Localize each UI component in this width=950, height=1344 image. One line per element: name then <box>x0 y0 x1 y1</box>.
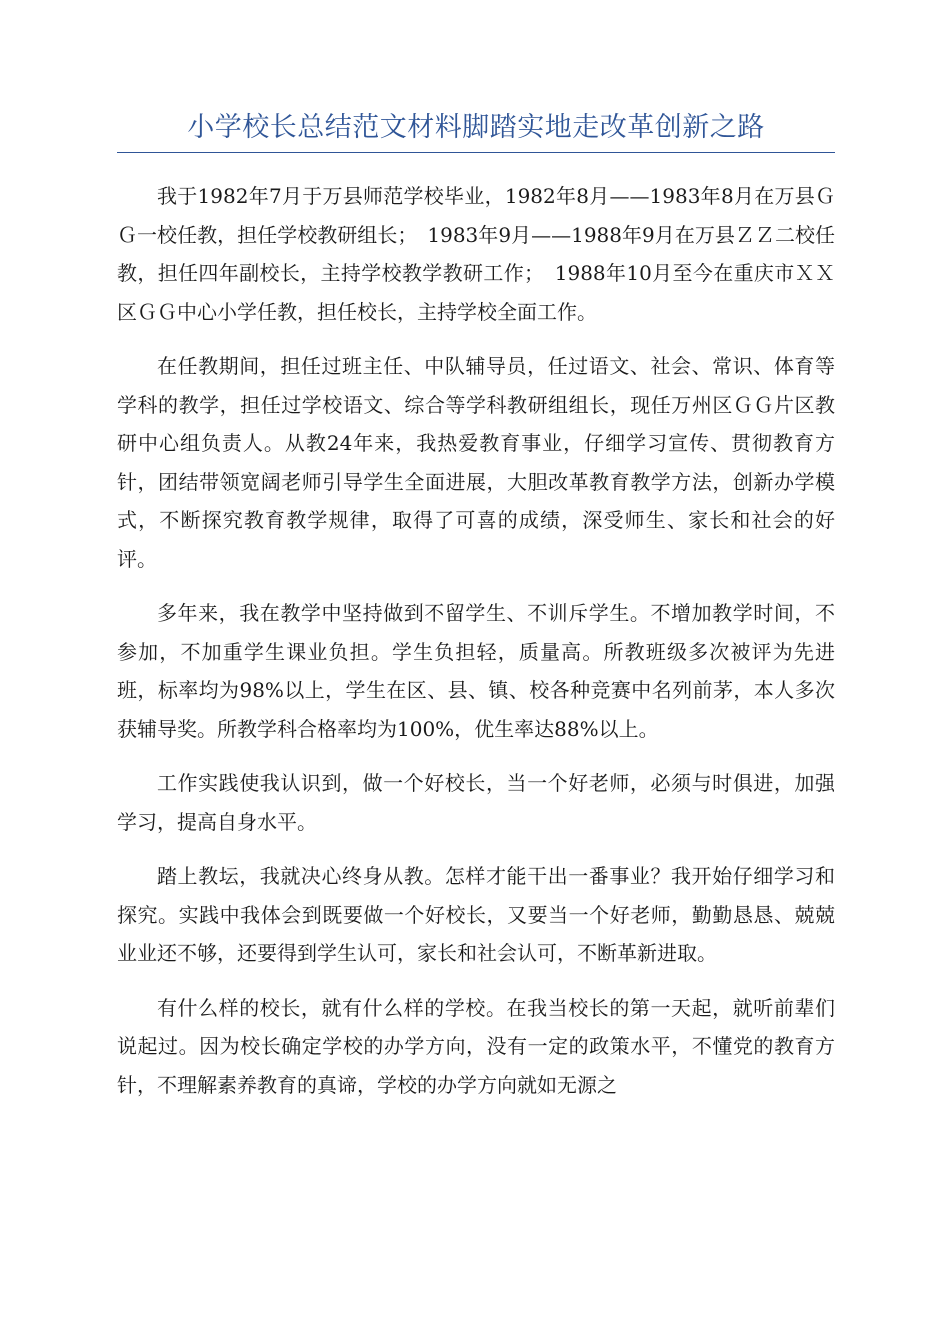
paragraph: 在任教期间，担任过班主任、中队辅导员，任过语文、社会、常识、体育等学科的教学，担任过学校语文、综合等学科教研组组长，现任万州区ＧＧ片区教研中心组负责人。从教24年来，我热爱教育事业，仔细学习宣传、贯彻教育方针，团结带领宽阔老师引导学生全面进展，大胆改革教育教学方法，创新办学模式，不断探究教育教学规律，取得了可喜的成绩，深受师生、家长和社会的好评。 <box>117 354 835 571</box>
title-underline <box>117 152 835 153</box>
paragraph: 有什么样的校长，就有什么样的学校。在我当校长的第一天起，就听前辈们说起过。因为校长确定学校的办学方向，没有一定的政策水平，不懂党的教育方针，不理解素养教育的真谛，学校的办学方向就如无源之 <box>117 995 835 1097</box>
paragraph: 踏上教坛，我就决心终身从教。怎样才能干出一番事业？我开始仔细学习和探究。实践中我体会到既要做一个好校长，又要当一个好老师，勤勤恳恳、兢兢业业还不够，还要得到学生认可，家长和社会认可，不断革新进取。 <box>117 864 835 965</box>
paragraph: 工作实践使我认识到，做一个好校长，当一个好老师，必须与时俱进，加强学习，提高自身水平。 <box>117 771 835 834</box>
paragraph: 多年来，我在教学中坚持做到不留学生、不训斥学生。不增加教学时间，不参加，不加重学生课业负担。学生负担轻，质量高。所教班级多次被评为先进班，标率均为98%以上，学生在区、县、镇、校各种竞赛中名列前茅，本人多次获辅导奖。所教学科合格率均为100%，优生率达88%以上。 <box>117 601 835 741</box>
document-title: 小学校长总结范文材料脚踏实地走改革创新之路 <box>187 112 765 143</box>
paragraph: 我于1982年7月于万县师范学校毕业，1982年8月——1983年8月在万县ＧＧ一校任教，担任学校教研组长； 1983年9月——1988年9月在万县ＺＺ二校任教，担任四年副校长，主持学校教学教研工作； 1988年10月至今在重庆市ＸＸ区ＧＧ中心小学任教，担任校长，主持学校全面工作。 <box>117 184 835 324</box>
document-page <box>117 108 835 1120</box>
document-body <box>117 177 835 1104</box>
